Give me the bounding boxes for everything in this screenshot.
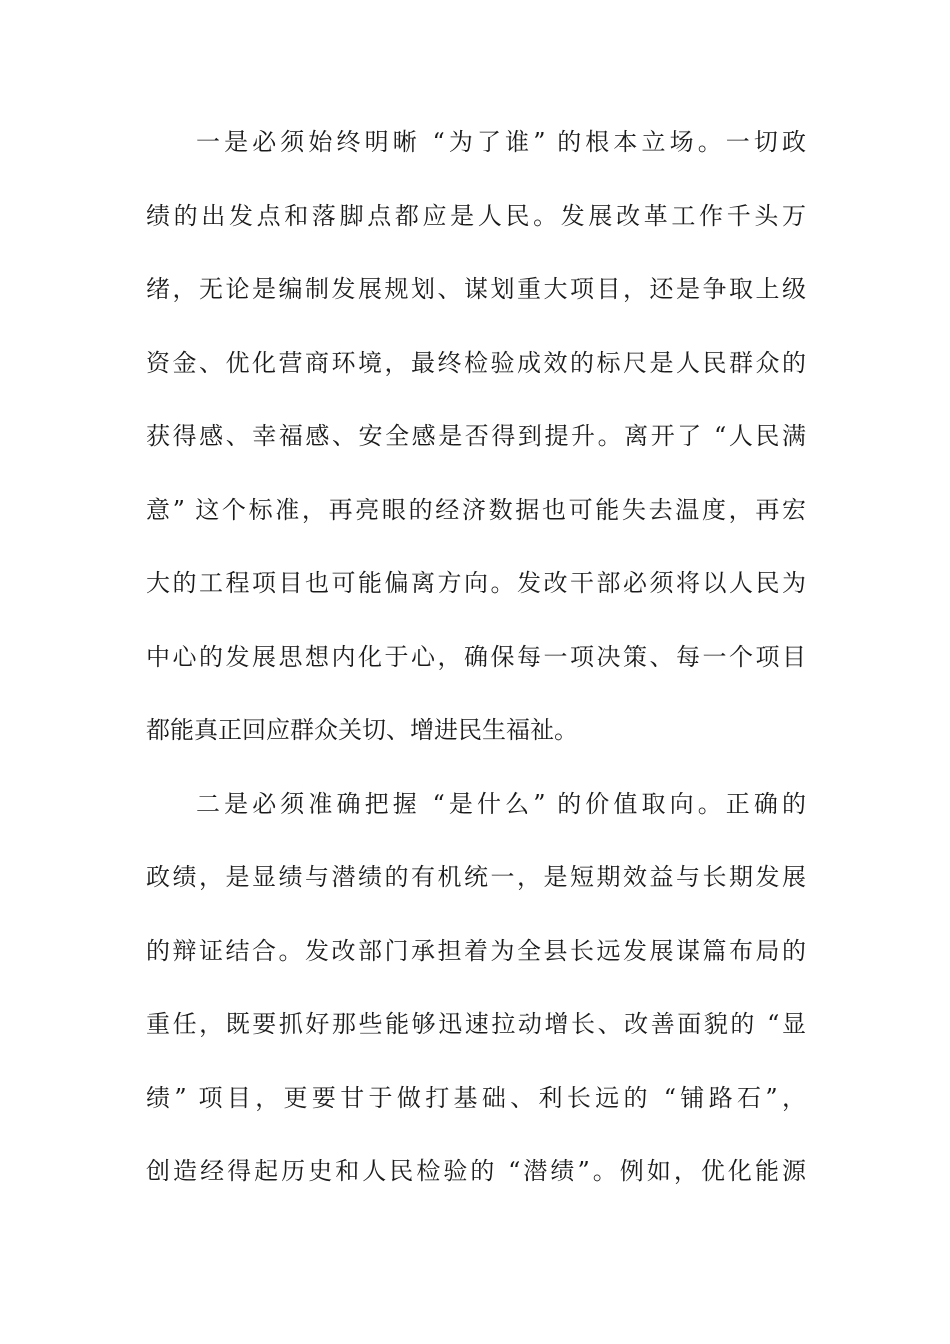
paragraph-line: 大的工程项目也可能偏离方向。发改干部必须将以人民为 xyxy=(146,569,806,597)
paragraph-line: 获得感、幸福感、安全感是否得到提升。离开了 “人民满 xyxy=(146,422,806,450)
paragraph-line: 意” 这个标准，再亮眼的经济数据也可能失去温度，再宏 xyxy=(146,495,806,524)
paragraph-1 xyxy=(146,118,806,780)
paragraph-line: 二是必须准确把握 “是什么” 的价值取向。正确的 xyxy=(196,789,806,818)
paragraph-line: 创造经得起历史和人民检验的 “潜绩”。例如，优化能源 xyxy=(146,1157,806,1185)
document-body xyxy=(146,118,806,1221)
paragraph-2 xyxy=(146,780,806,1221)
paragraph-line: 一是必须始终明晰 “为了谁” 的根本立场。一切政 xyxy=(196,128,806,156)
paragraph-line: 的辩证结合。发改部门承担着为全县长远发展谋篇布局的 xyxy=(146,936,806,965)
paragraph-line: 重任，既要抓好那些能够迅速拉动增长、改善面貌的 “显 xyxy=(146,1010,806,1038)
paragraph-line: 中心的发展思想内化于心，确保每一项决策、每一个项目 xyxy=(146,642,806,671)
paragraph-line: 绩” 项目，更要甘于做打基础、利长远的 “铺路石”， xyxy=(146,1083,806,1112)
paragraph-line: 绪，无论是编制发展规划、谋划重大项目，还是争取上级 xyxy=(146,275,806,303)
paragraph-line: 资金、优化营商环境，最终检验成效的标尺是人民群众的 xyxy=(146,348,806,377)
paragraph-line: 绩的出发点和落脚点都应是人民。发展改革工作千头万 xyxy=(146,201,806,230)
paragraph-line: 都能真正回应群众关切、增进民生福祉。 xyxy=(146,716,578,744)
paragraph-line: 政绩，是显绩与潜绩的有机统一，是短期效益与长期发展 xyxy=(146,863,806,891)
